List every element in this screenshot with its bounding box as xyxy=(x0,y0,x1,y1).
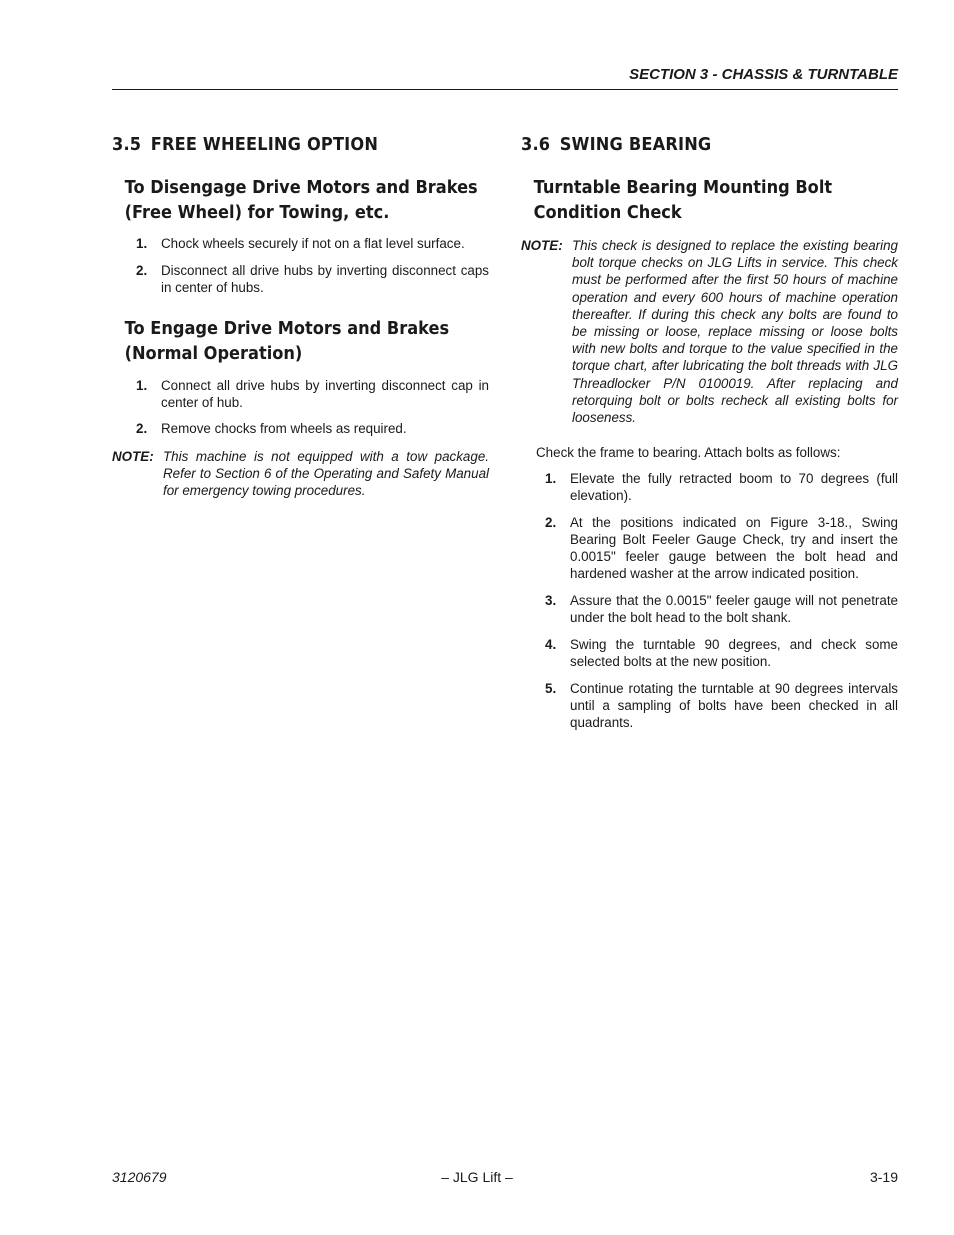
step-text: Chock wheels securely if not on a flat level surface. xyxy=(161,236,465,251)
step-text: Connect all drive hubs by inverting disconnect cap in center of hub. xyxy=(161,378,489,410)
step-number: 1. xyxy=(136,236,148,251)
step-number: 1. xyxy=(545,471,557,487)
subheading-disengage: To Disengage Drive Motors and Brakes (Free Wheel) for Towing, etc. xyxy=(124,177,478,223)
step-text: Assure that the 0.0015" feeler gauge will not penetrate under the bolt head to the bolt shank. xyxy=(570,593,898,626)
intro-paragraph: Check the frame to bearing. Attach bolts as follows: xyxy=(536,445,841,461)
list-item xyxy=(521,680,898,731)
step-number: 2. xyxy=(136,263,148,278)
step-number: 4. xyxy=(545,637,557,653)
left-column xyxy=(112,130,489,500)
step-number: 2. xyxy=(545,515,557,531)
footer-publisher: – JLG Lift – xyxy=(441,1169,513,1185)
note-text: This check is designed to replace the existing bearing bolt torque checks on JLG Lifts in service. This check must be performed after the first 50 hours of machine operation and every 600 hours of machine operation thereafter. If during this check any bolts are found to be missing or loose, replace missing or loose bolts with new bolts and torque to the value specified in the torque chart, after lubricating the bolt threads with JLG Threadlocker P/N 0100019. After replacing and retorquing bolt or bolts recheck all existing bolts for looseness. xyxy=(572,238,898,426)
step-number: 3. xyxy=(545,593,557,609)
section-title: FREE WHEELING OPTION xyxy=(150,134,379,155)
step-number: 2. xyxy=(136,421,148,436)
running-header: SECTION 3 - CHASSIS & TURNTABLE xyxy=(629,66,898,83)
step-text: At the positions indicated on Figure 3-18., Swing Bearing Bolt Feeler Gauge Check, try and insert the 0.0015" feeler gauge between the bolt head and hardened washer at the arrow indicated position. xyxy=(570,515,898,582)
step-text: Remove chocks from wheels as required. xyxy=(161,421,407,436)
right-column xyxy=(521,130,898,731)
engage-steps xyxy=(112,377,489,437)
step-text: Swing the turntable 90 degrees, and check some selected bolts at the new position. xyxy=(570,637,898,670)
header-divider xyxy=(112,89,898,90)
list-item xyxy=(521,636,898,670)
step-number: 1. xyxy=(136,378,148,393)
section-heading-3-6 xyxy=(521,130,860,160)
disengage-steps xyxy=(112,235,489,296)
note-text: This machine is not equipped with a tow package. Refer to Section 6 of the Operating and Safety Manual for emergency towing procedures. xyxy=(163,449,489,499)
footer-doc-number: 3120679 xyxy=(112,1169,167,1185)
list-item xyxy=(521,514,898,582)
note-bolt-check xyxy=(521,237,898,426)
section-number: 3.6 xyxy=(521,134,551,155)
step-text: Continue rotating the turntable at 90 degrees intervals until a sampling of bolts have been checked in all quadrants. xyxy=(570,681,898,731)
list-item xyxy=(521,470,898,504)
step-text: Disconnect all drive hubs by inverting disconnect caps in center of hubs. xyxy=(161,263,489,295)
footer-page-number: 3-19 xyxy=(869,1169,898,1185)
list-item xyxy=(112,420,489,437)
subheading-engage: To Engage Drive Motors and Brakes (Normal Operation) xyxy=(124,318,450,364)
section-heading-3-5 xyxy=(112,130,451,160)
section-title: SWING BEARING xyxy=(559,134,712,155)
list-item xyxy=(112,235,489,252)
list-item xyxy=(521,592,898,626)
subheading-bolt-check: Turntable Bearing Mounting Bolt Condition Check xyxy=(533,177,833,223)
bolt-check-steps xyxy=(521,470,898,731)
step-text: Elevate the fully retracted boom to 70 degrees (full elevation). xyxy=(570,471,898,504)
step-number: 5. xyxy=(545,681,557,697)
section-number: 3.5 xyxy=(112,134,142,155)
list-item xyxy=(112,377,489,411)
note-label: NOTE: xyxy=(112,449,154,464)
note-towing xyxy=(112,448,489,500)
list-item xyxy=(112,262,489,296)
note-label: NOTE: xyxy=(521,238,563,253)
